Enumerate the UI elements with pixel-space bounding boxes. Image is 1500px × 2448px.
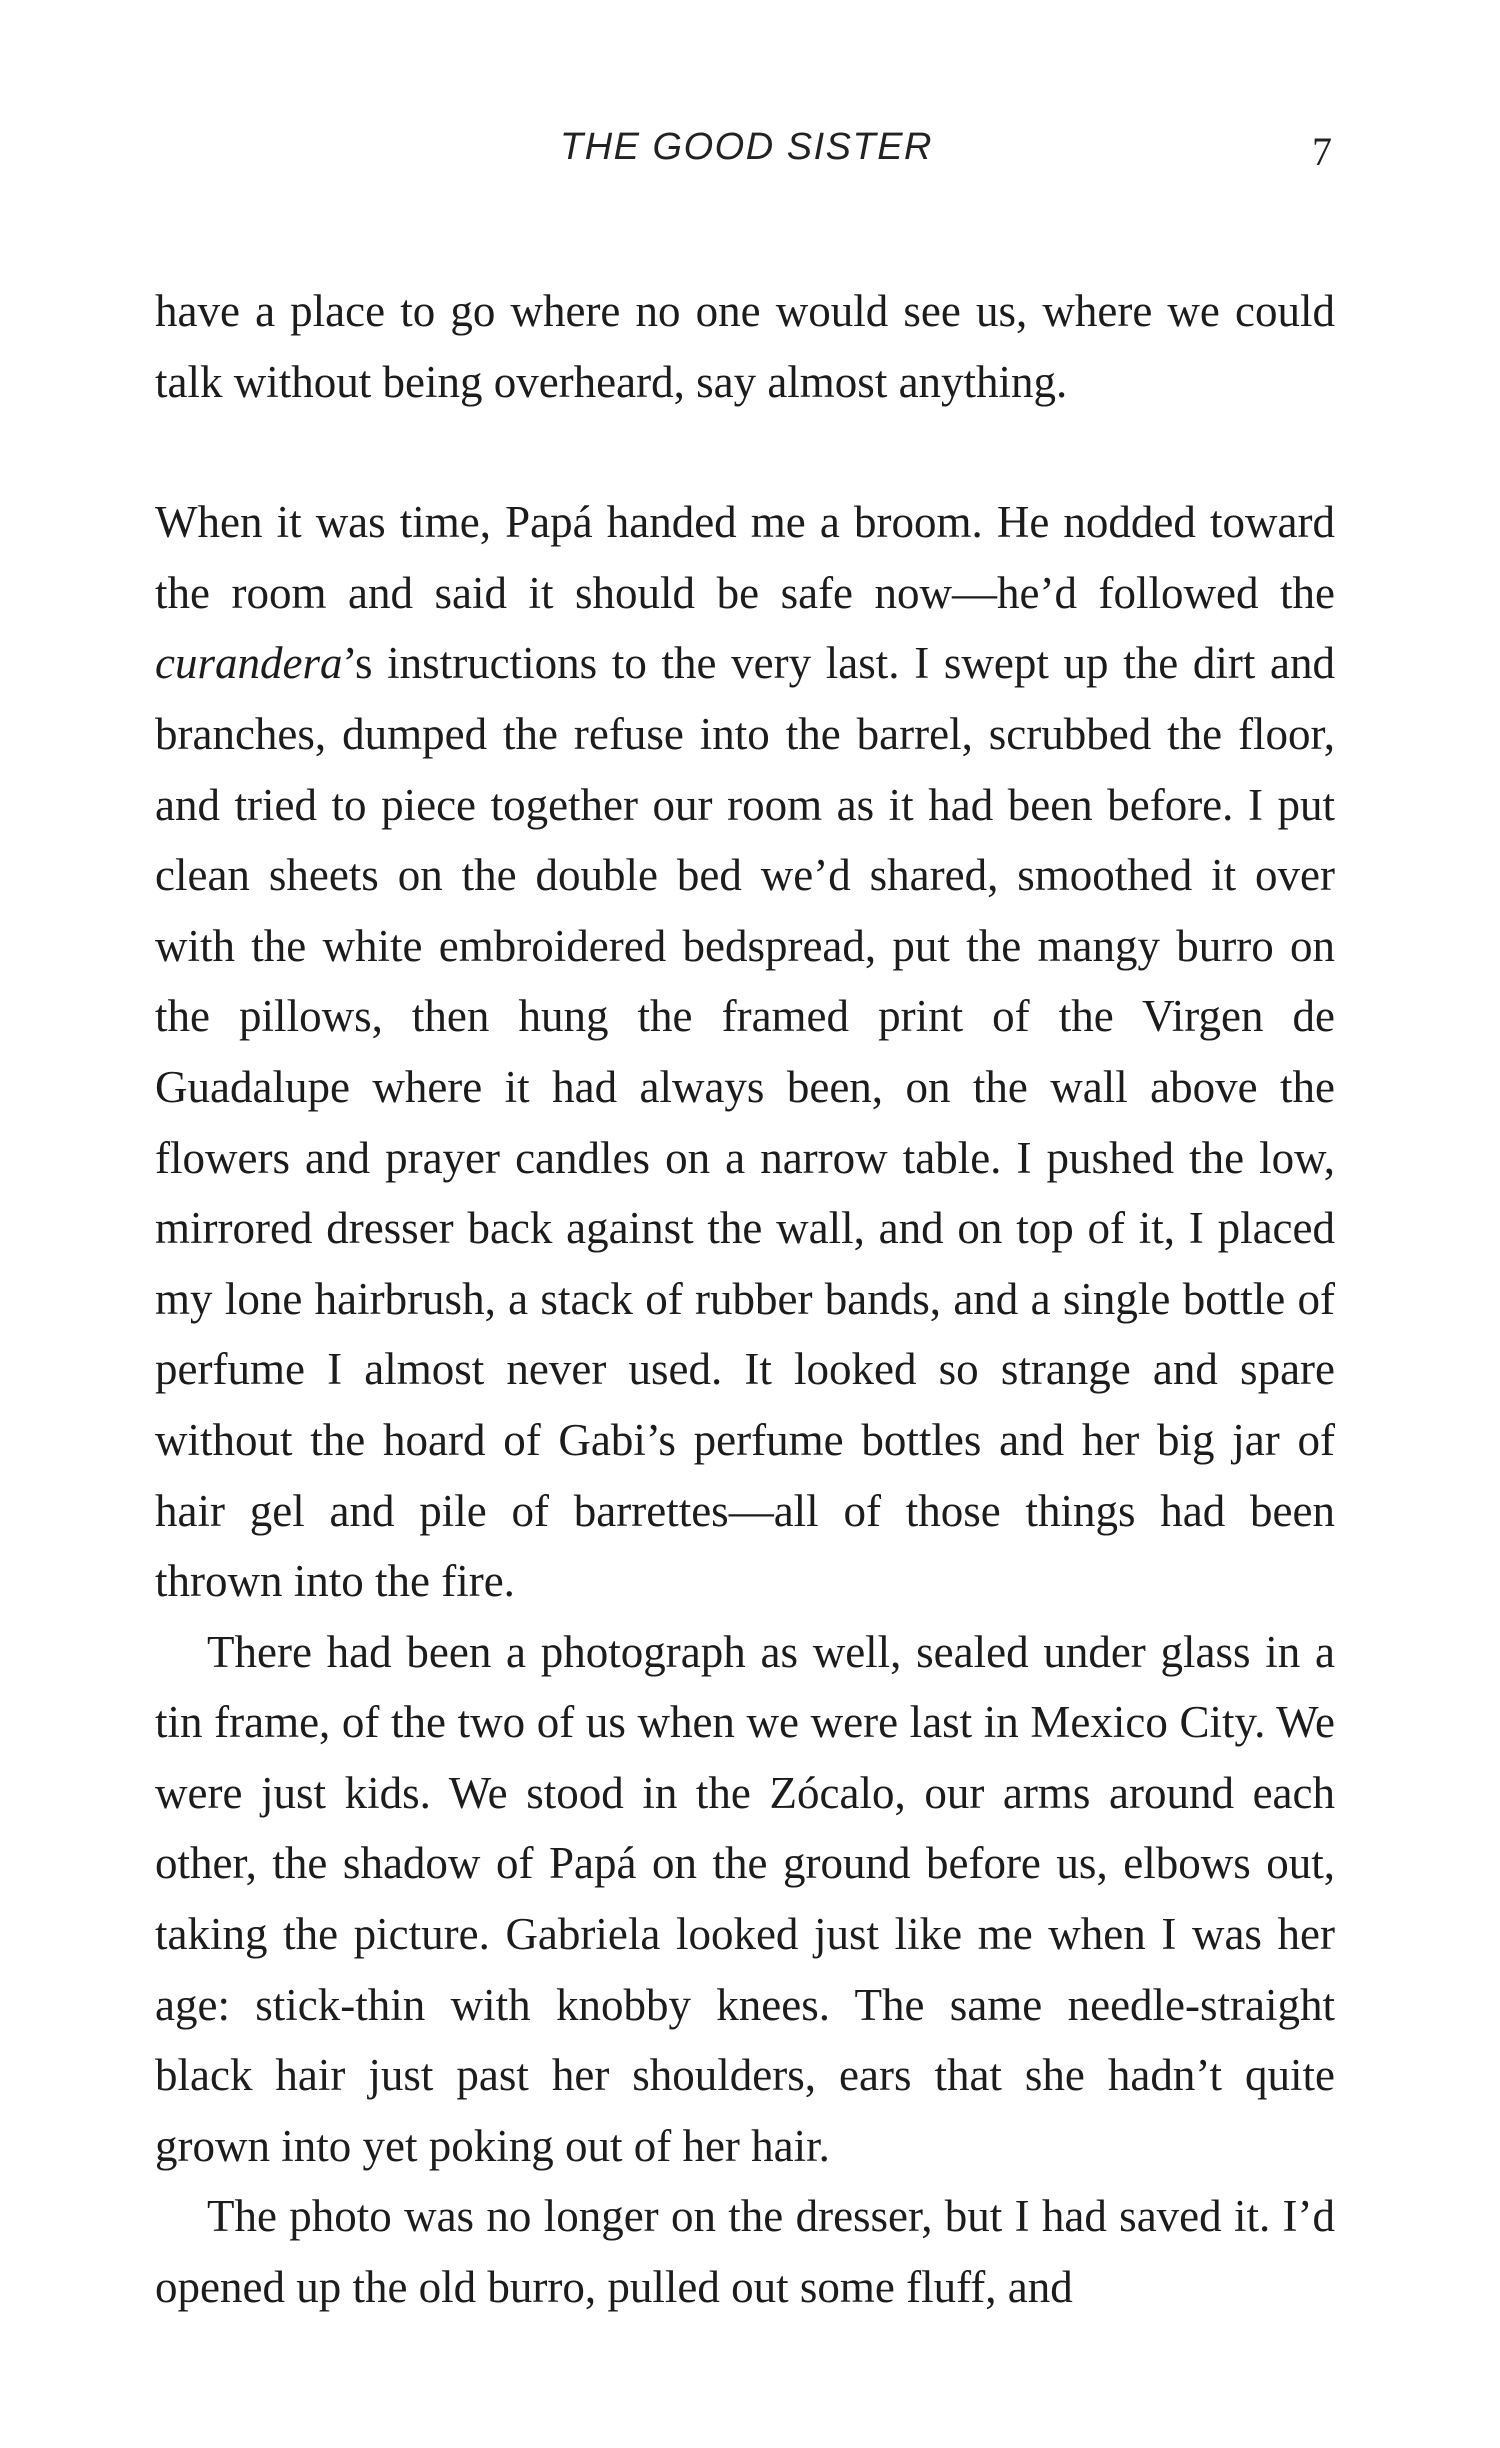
paragraph-4: The photo was no longer on the dresser, but I had saved it. I’d opened up the old burro, pulled out some fluff, and <box>155 2191 1335 2313</box>
running-title: THE GOOD SISTER <box>560 126 933 168</box>
body-text <box>155 276 1335 2323</box>
paragraph-2-part-2: ’s instructions to the very last. I swept up the dirt and branches, dumped the refuse into the barrel, scrubbed the floor, and tried to piece together our room as it had been before. I put clean sheets on the double bed we’d shared, smoothed it over with the white embroidered bedspread, put the mangy burro on the pillows, then hung the framed print of the Virgen de Guadalupe where it had always been, on the wall above the flowers and prayer candles on a narrow table. I pushed the low, mirrored dresser back against the wall, and on top of it, I placed my lone hairbrush, a stack of rubber bands, and a single bottle of perfume I almost never used. It looked so strange and spare without the hoard of Gabi’s perfume bottles and her big jar of hair gel and pile of barrettes—all of those things had been thrown into the fire. <box>155 638 1335 1607</box>
page-number: 7 <box>1312 129 1332 174</box>
paragraph-2 <box>155 487 1335 1617</box>
running-header <box>0 126 1500 176</box>
paragraph-2-part-1: When it was time, Papá handed me a broom. He nodded toward the room and said it should be safe now—he’d followed the <box>155 497 1335 618</box>
italic-word: curandera <box>155 638 343 689</box>
paragraph-3: There had been a photograph as well, sealed under glass in a tin frame, of the two of us when we were last in Mexico City. We were just kids. We stood in the Zócalo, our arms around each other, the shadow of Papá on the ground before us, elbows out, taking the picture. Gabriela looked just like me when I was her age: stick-thin with knobby knees. The same needle-straight black hair just past her shoulders, ears that she hadn’t quite grown into yet poking out of her hair. <box>155 1626 1335 2171</box>
section-break <box>155 417 1335 487</box>
paragraph-1: have a place to go where no one would see us, where we could talk without being overheard, say almost anything. <box>155 286 1335 407</box>
